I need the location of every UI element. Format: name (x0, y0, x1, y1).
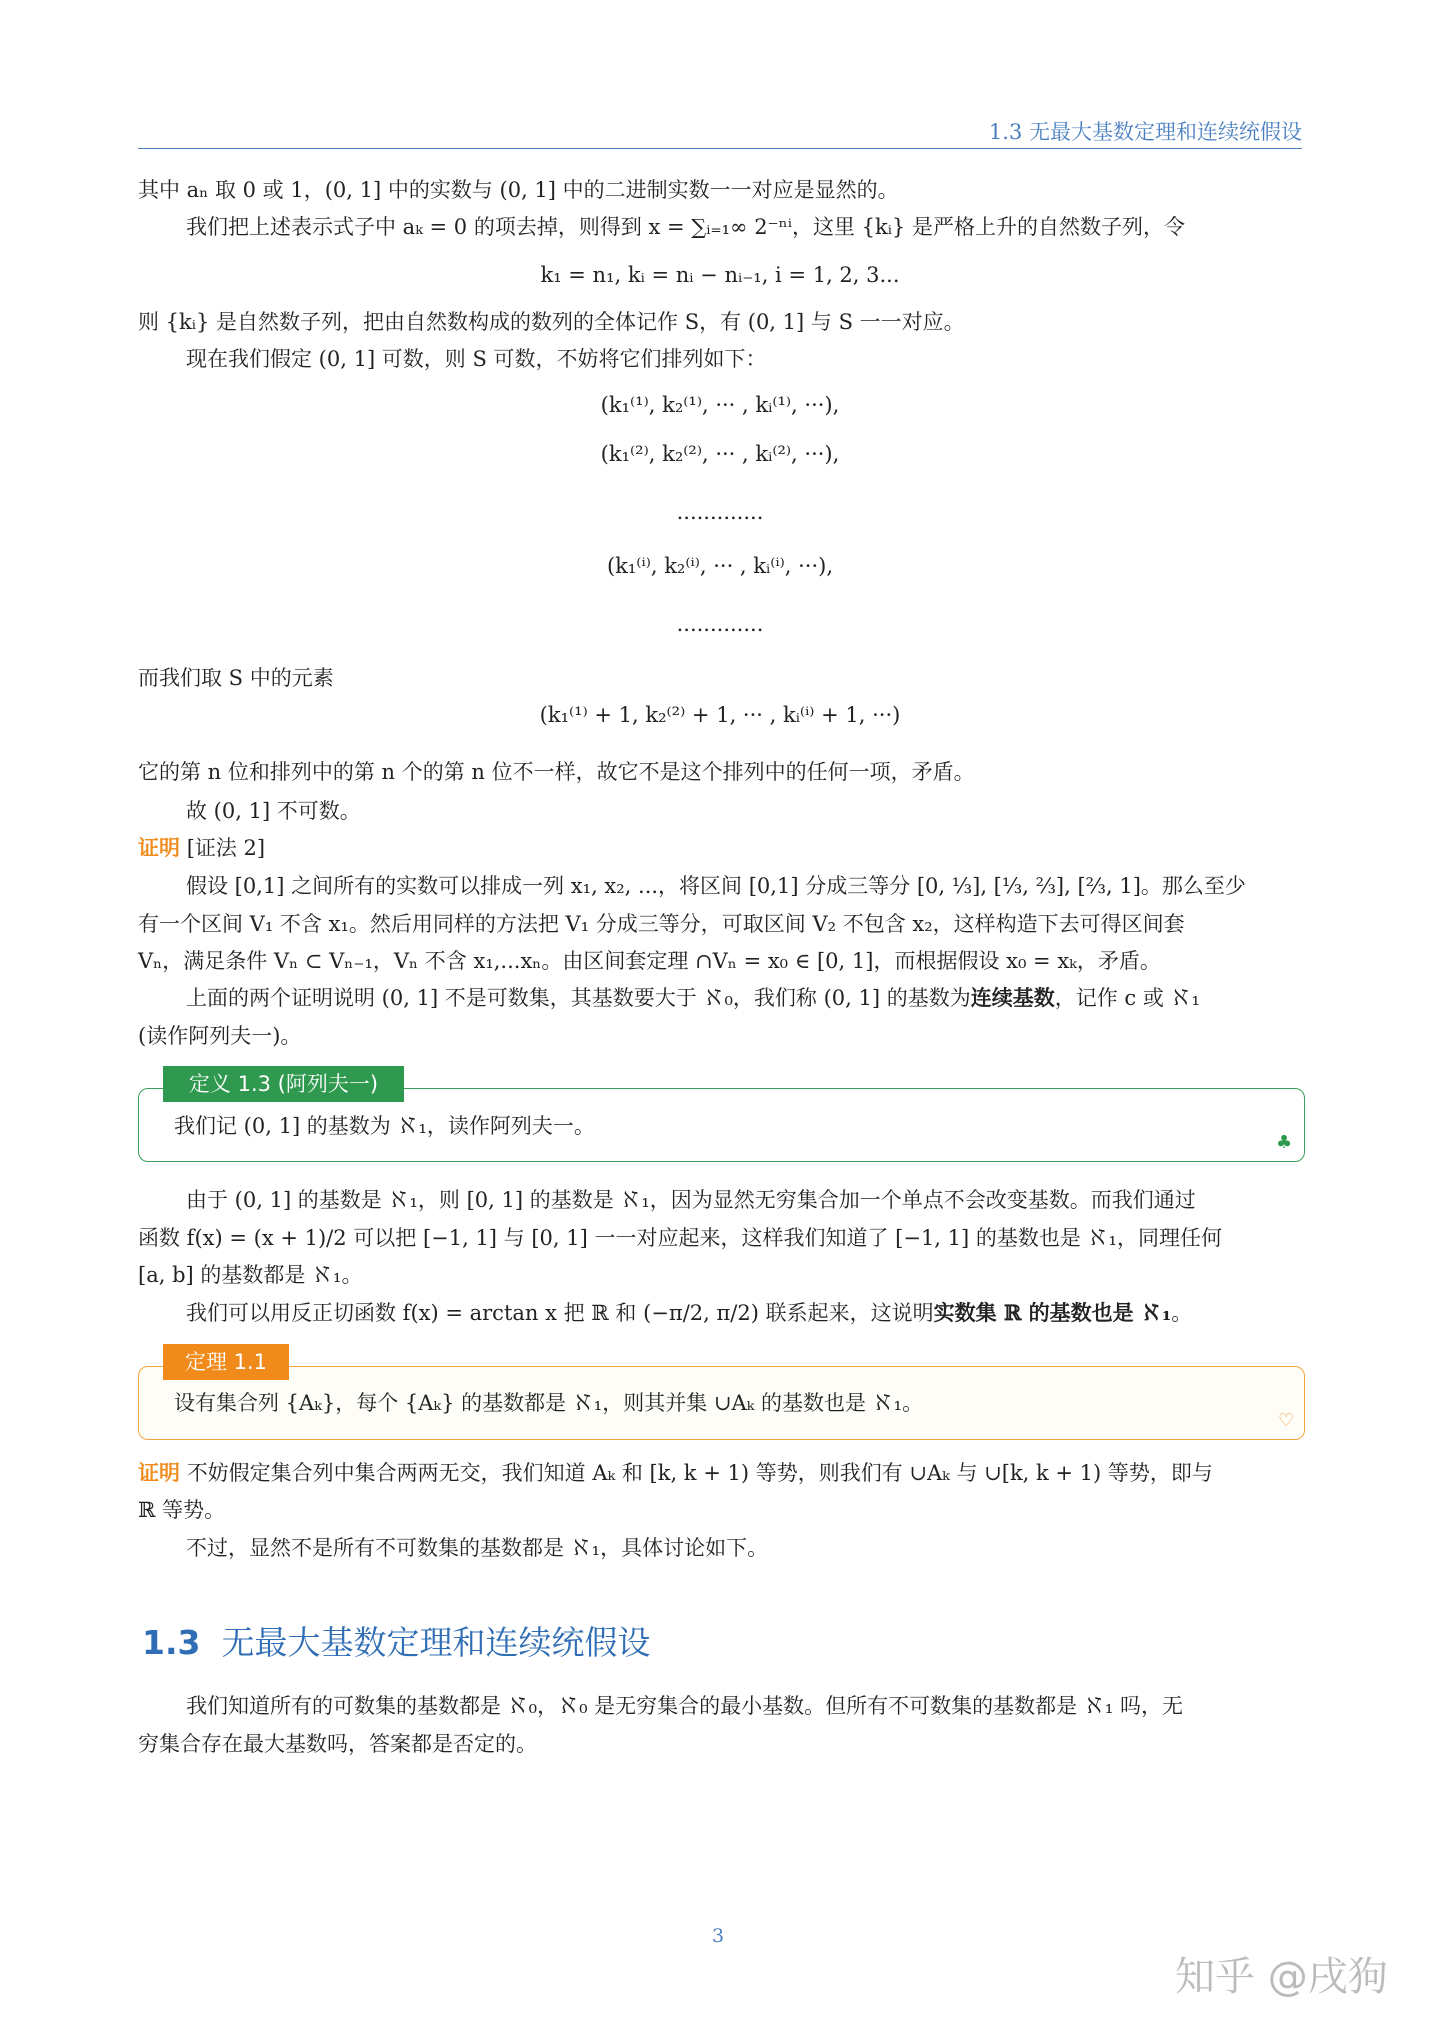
text-line-8: 假设 [0,1] 之间所有的实数可以排成一列 x₁, x₂, ...，将区间 [0,1] 分成三等分 [0, ⅓], [⅓, ⅔], [⅔, 1]。那么至少 (186, 874, 1246, 898)
text-line-16-a: 我们可以用反正切函数 f(x) = arctan x 把 ℝ 和 (−π/2, π/2) 联系起来，这说明 (186, 1301, 934, 1325)
definition-tag: 定义 1.3 (阿列夫一) (163, 1066, 404, 1102)
real-set-claim: 实数集 ℝ 的基数也是 ℵ₁ (933, 1300, 1172, 1325)
sequence-ellipsis-1: ............. (676, 500, 764, 524)
text-line-1: 其中 aₙ 取 0 或 1，(0, 1] 中的实数与 (0, 1] 中的二进制实数一一对应是显然的。 (138, 178, 899, 202)
text-line-20: 我们知道所有的可数集的基数都是 ℵ₀，ℵ₀ 是无穷集合的最小基数。但所有不可数集的基数都是 ℵ₁ 吗，无 (186, 1694, 1183, 1718)
continuum-cardinal-term: 连续基数 (970, 985, 1055, 1010)
theorem-text: 设有集合列 {Aₖ}，每个 {Aₖ} 的基数都是 ℵ₁，则其并集 ∪Aₖ 的基数也是 ℵ₁。 (174, 1391, 924, 1415)
club-icon: ♣ (1276, 1132, 1293, 1153)
diagonal-element: (k₁⁽¹⁾ + 1, k₂⁽²⁾ + 1, ··· , kᵢ⁽ⁱ⁾ + 1, ···) (539, 703, 901, 727)
text-line-10: Vₙ，满足条件 Vₙ ⊂ Vₙ₋₁，Vₙ 不含 x₁,...xₙ。由区间套定理 ∩Vₙ = x₀ ∈ [0, 1]，而根据假设 x₀ = xₖ，矛盾。 (138, 949, 1161, 973)
section-heading (142, 1617, 650, 1664)
heart-icon: ♡ (1278, 1410, 1295, 1431)
running-header (138, 112, 1302, 149)
sequence-row-i: (k₁⁽ⁱ⁾, k₂⁽ⁱ⁾, ··· , kᵢ⁽ⁱ⁾, ···), (606, 554, 834, 578)
text-line-4: 现在我们假定 (0, 1] 可数，则 S 可数，不妨将它们排列如下： (186, 347, 767, 371)
text-line-11-a: 上面的两个证明说明 (0, 1] 不是可数集，其基数要大于 ℵ₀，我们称 (0, 1] 的基数为 (186, 986, 971, 1010)
watermark: 知乎 @戌狗 (1175, 1954, 1388, 2000)
text-line-3: 则 {kᵢ} 是自然数子列，把由自然数构成的数列的全体记作 S，有 (0, 1] 与 S 一一对应。 (138, 310, 965, 334)
text-line-17: 不妨假定集合列中集合两两无交，我们知道 Aₖ 和 [k, k + 1) 等势，则我们有 ∪Aₖ 与 ∪[k, k + 1) 等势，即与 (186, 1461, 1213, 1485)
text-line-16-c: 。 (1171, 1301, 1193, 1325)
page-number: 3 (712, 1925, 725, 1947)
text-line-11 (186, 979, 1200, 1017)
sequence-ellipsis-2: ............. (676, 612, 764, 636)
text-line-6: 它的第 n 位和排列中的第 n 个的第 n 位不一样，故它不是这个排列中的任何一项，矛盾。 (138, 760, 975, 784)
section-title: 无最大基数定理和连续统假设 (221, 1623, 651, 1662)
section-number: 1.3 (142, 1623, 201, 1662)
text-line-19: 不过，显然不是所有不可数集的基数都是 ℵ₁，具体讨论如下。 (186, 1536, 769, 1560)
proof-paragraph (138, 1454, 1213, 1492)
proof-heading-2 (138, 829, 265, 867)
proof-label-2: 证明 (138, 1461, 180, 1485)
text-line-12: (读作阿列夫一)。 (138, 1024, 302, 1048)
sequence-row-1: (k₁⁽¹⁾, k₂⁽¹⁾, ··· , kᵢ⁽¹⁾, ···), (600, 393, 840, 417)
equation-k: k₁ = n₁, kᵢ = nᵢ − nᵢ₋₁, i = 1, 2, 3... (540, 263, 900, 287)
text-line-21: 穷集合存在最大基数吗，答案都是否定的。 (138, 1732, 537, 1756)
text-line-18: ℝ 等势。 (138, 1498, 226, 1522)
theorem-tag: 定理 1.1 (163, 1344, 289, 1380)
text-line-16 (186, 1294, 1192, 1332)
text-line-7: 故 (0, 1] 不可数。 (186, 799, 361, 823)
text-line-2: 我们把上述表示式子中 aₖ = 0 的项去掉，则得到 x = ∑ᵢ₌₁∞ 2⁻ⁿⁱ，这里 {kᵢ} 是严格上升的自然数子列，令 (186, 215, 1185, 239)
text-line-9: 有一个区间 V₁ 不含 x₁。然后用同样的方法把 V₁ 分成三等分，可取区间 V₂ 不包含 x₂，这样构造下去可得区间套 (138, 912, 1185, 936)
sequence-row-2: (k₁⁽²⁾, k₂⁽²⁾, ··· , kᵢ⁽²⁾, ···), (600, 442, 840, 466)
running-title: 1.3 无最大基数定理和连续统假设 (988, 120, 1302, 144)
proof-method: [证法 2] (186, 836, 266, 860)
text-line-13: 由于 (0, 1] 的基数是 ℵ₁，则 [0, 1] 的基数是 ℵ₁，因为显然无穷集合加一个单点不会改变基数。而我们通过 (186, 1188, 1196, 1212)
definition-text: 我们记 (0, 1] 的基数为 ℵ₁，读作阿列夫一。 (174, 1114, 595, 1138)
text-line-5: 而我们取 S 中的元素 (138, 666, 334, 690)
text-line-15: [a, b] 的基数都是 ℵ₁。 (138, 1263, 363, 1287)
text-line-11-c: ，记作 c 或 ℵ₁ (1054, 986, 1200, 1010)
proof-label: 证明 (138, 836, 180, 860)
text-line-14: 函数 f(x) = (x + 1)/2 可以把 [−1, 1] 与 [0, 1] 一一对应起来，这样我们知道了 [−1, 1] 的基数也是 ℵ₁，同理任何 (138, 1226, 1222, 1250)
